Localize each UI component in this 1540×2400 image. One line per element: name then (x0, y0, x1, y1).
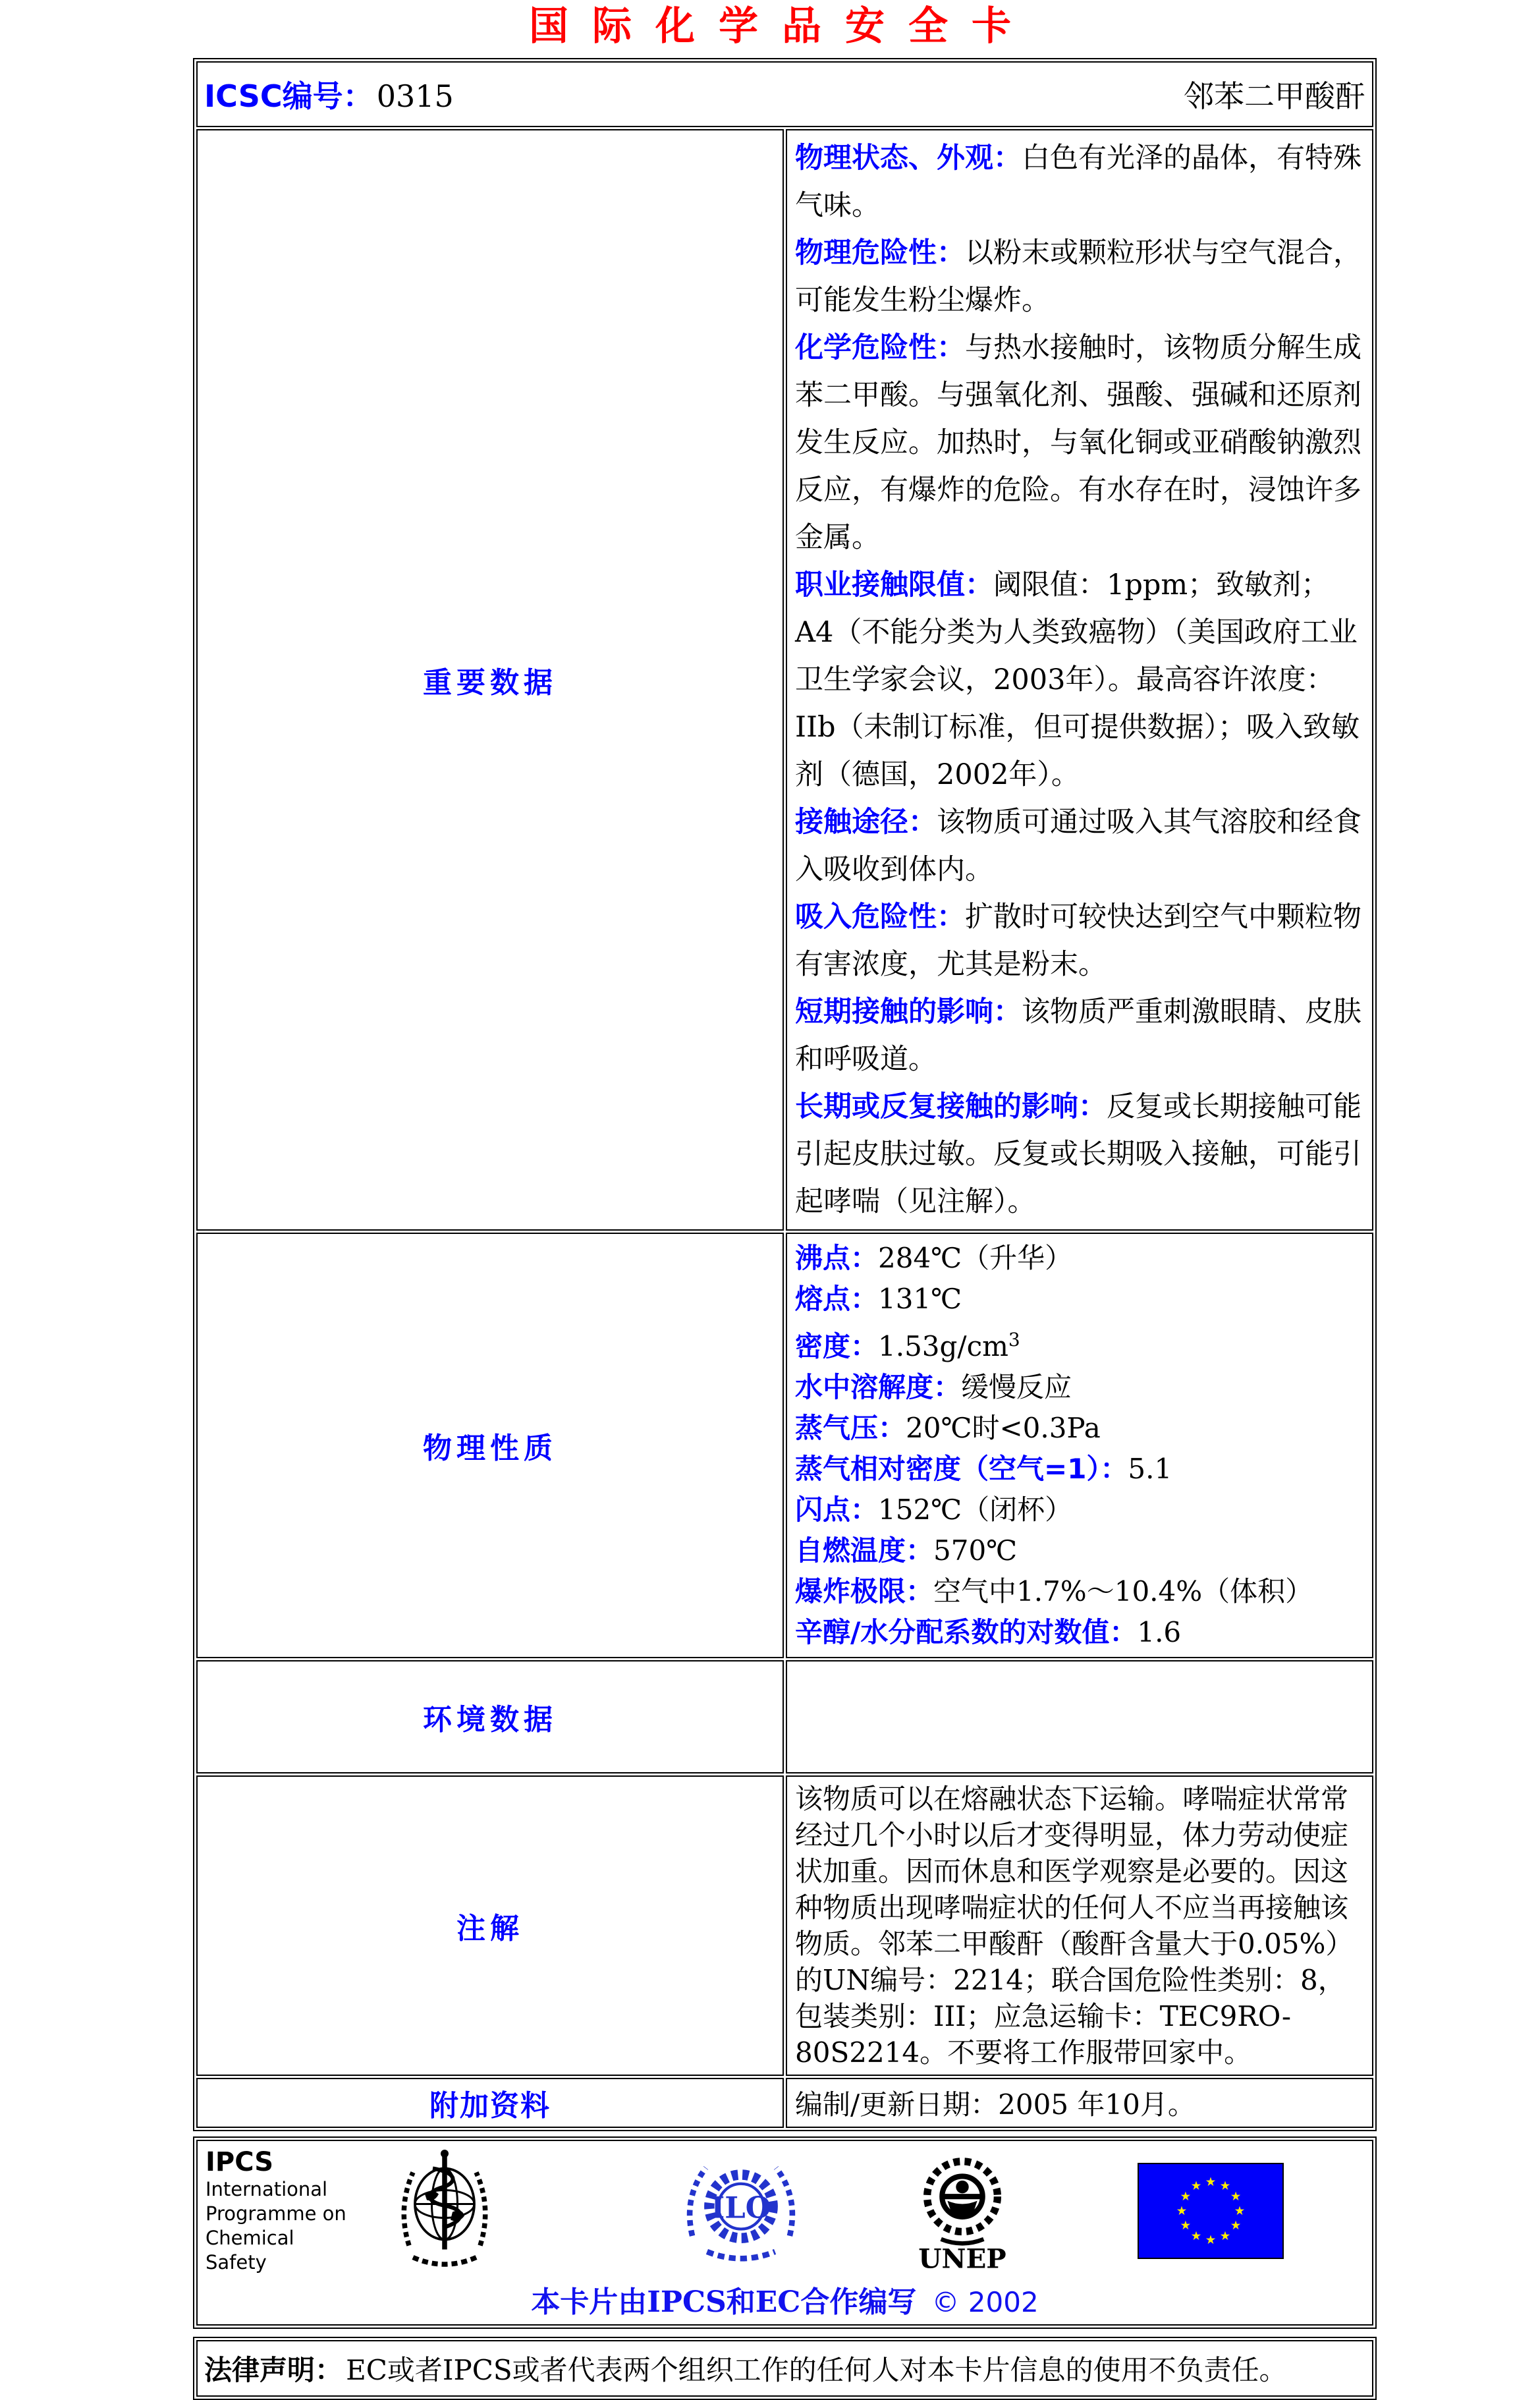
entry-density (795, 1320, 1364, 1367)
entry-label: 水中溶解度： (795, 1371, 962, 1403)
entry-melting-point (795, 1279, 1364, 1320)
entry-label: 自燃温度： (795, 1534, 934, 1567)
entry-text: 白色有光泽的晶体，有特殊气味。 (795, 142, 1361, 222)
legal-notice-label: 法律声明： (204, 2354, 343, 2386)
ipcs-subtitle-line: International (206, 2178, 328, 2200)
notes-row (196, 1775, 1373, 2076)
entry-label: 辛醇/水分配系数的对数值： (795, 1616, 1138, 1648)
cooperation-caption-text: 本卡片由IPCS和EC合作编写 (531, 2285, 917, 2319)
entry-text: 以粉末或颗粒形状与空气混合，可能发生粉尘爆炸。 (795, 237, 1361, 317)
entry-label: 物理危险性： (795, 237, 965, 269)
entry-text: 反复或长期接触可能引起皮肤过敏。反复或长期吸入接触，可能引起哮喘（见注解）。 (795, 1090, 1361, 1218)
icsc-number-value: 0315 (376, 78, 454, 114)
entry-label: 密度： (795, 1330, 879, 1362)
logos-cell (196, 2140, 1373, 2326)
who-logo (395, 2145, 494, 2277)
entry-text: 152℃（闭杯） (878, 1493, 1073, 1526)
entry-text: 1.6 (1137, 1616, 1182, 1648)
entry-long-term-effects (795, 1083, 1364, 1225)
additional-info-text: 编制/更新日期：2005 年10月。 (795, 2088, 1196, 2121)
entry-text: 该物质可通过吸入其气溶胶和经食入吸收到体内。 (795, 806, 1361, 886)
page-title: 国际化学品安全卡 (529, 3, 1035, 49)
legal-row (196, 2340, 1373, 2397)
entry-short-term-effects (795, 988, 1364, 1083)
entry-occupational-limits (795, 561, 1364, 798)
ilo-logo-text: ILO (711, 2190, 771, 2225)
icsc-number (204, 72, 454, 116)
entry-label: 长期或反复接触的影响： (795, 1090, 1107, 1123)
entry-superscript: 3 (1008, 1329, 1020, 1351)
ilo-logo (678, 2154, 804, 2268)
card-header-cell (196, 61, 1373, 127)
entry-label: 爆炸极限： (795, 1575, 934, 1607)
ipcs-subtitle-line: Chemical Safety (206, 2227, 294, 2274)
entry-text: 131℃ (878, 1283, 962, 1315)
entry-flash-point (795, 1490, 1364, 1530)
entry-text: 284℃（升华） (878, 1242, 1073, 1274)
icsc-card-table (193, 58, 1377, 2131)
legal-cell (196, 2340, 1373, 2397)
section-label-important-data: 重要数据 (196, 129, 784, 1231)
entry-text: 缓慢反应 (961, 1371, 1072, 1403)
icsc-number-label: ICSC编号： (204, 78, 373, 114)
entry-vapor-pressure (795, 1408, 1364, 1449)
important-data-content (786, 129, 1373, 1231)
environmental-data-content (786, 1660, 1373, 1773)
entry-autoignition-temperature (795, 1530, 1364, 1571)
entry-chemical-hazard (795, 324, 1364, 561)
card-header-row (196, 61, 1373, 127)
entry-label: 蒸气相对密度（空气=1）： (795, 1453, 1128, 1485)
ipcs-text-block (206, 2147, 357, 2275)
environmental-data-row (196, 1660, 1373, 1773)
entry-water-solubility (795, 1367, 1364, 1408)
entry-label: 蒸气压： (795, 1412, 906, 1444)
entry-vapor-relative-density (795, 1449, 1364, 1490)
entry-text: 20℃时<0.3Pa (906, 1412, 1101, 1444)
entry-label: 化学危险性： (795, 331, 965, 364)
entry-text: 该物质严重刺激眼睛、皮肤和呼吸道。 (795, 995, 1361, 1076)
additional-info-row (196, 2078, 1373, 2128)
physical-properties-row (196, 1233, 1373, 1658)
entry-octanol-water-partition (795, 1612, 1364, 1653)
entry-boiling-point (795, 1238, 1364, 1279)
entry-text: 空气中1.7%～10.4%（体积） (933, 1575, 1313, 1607)
entry-label: 吸入危险性： (795, 901, 965, 934)
entry-text: 与热水接触时，该物质分解生成苯二甲酸。与强氧化剂、强酸、强碱和还原剂发生反应。加热时，与氧化铜或亚硝酸钠激烈反应，有爆炸的危险。有水存在时，浸蚀许多金属。 (795, 331, 1361, 554)
entry-inhalation-risk (795, 893, 1364, 988)
notes-content (786, 1775, 1373, 2076)
entry-exposure-routes (795, 798, 1364, 893)
legal-section (193, 2337, 1377, 2400)
entry-label: 短期接触的影响： (795, 995, 1022, 1028)
cooperation-caption (206, 2278, 1364, 2320)
eu-flag (1138, 2163, 1284, 2259)
entry-physical-state (795, 134, 1364, 229)
section-label-environmental-data: 环境数据 (196, 1660, 784, 1773)
unep-logo-text: UNEP (918, 2243, 1006, 2272)
entry-text: 5.1 (1128, 1453, 1172, 1485)
logos-section (193, 2136, 1377, 2329)
section-label-notes: 注解 (196, 1775, 784, 2076)
entry-text: 570℃ (933, 1534, 1018, 1567)
entry-label: 物理状态、外观： (795, 142, 1022, 175)
entry-text: 阈限值：1ppm；致敏剂；A4（不能分类为人类致癌物）（美国政府工业卫生学家会议，2003年）。最高容许浓度：IIb（未制订标准，但可提供数据）；吸入致敏剂（德国，2002年）。 (795, 569, 1360, 791)
entry-text: 1.53g/cm (878, 1330, 1008, 1362)
ipcs-title: IPCS (206, 2147, 274, 2177)
entry-label: 沸点： (795, 1242, 879, 1274)
entry-explosive-limits (795, 1571, 1364, 1612)
entry-label: 闪点： (795, 1493, 879, 1526)
entry-label: 接触途径： (795, 806, 937, 839)
entry-label: 熔点： (795, 1283, 879, 1315)
logos-row (196, 2140, 1373, 2326)
physical-properties-content (786, 1233, 1373, 1658)
logo-strip (206, 2145, 1364, 2277)
entry-physical-hazard (795, 229, 1364, 324)
entry-text: 扩散时可较快达到空气中颗粒物有害浓度，尤其是粉末。 (795, 901, 1361, 981)
entry-label: 职业接触限值： (795, 569, 993, 601)
section-label-physical-properties: 物理性质 (196, 1233, 784, 1658)
unep-logo (909, 2150, 1016, 2272)
ipcs-subtitle-line: Programme on (206, 2202, 346, 2225)
additional-info-content (786, 2078, 1373, 2128)
chemical-name: 邻苯二甲酸酐 (1184, 78, 1365, 114)
copyright-text: © 2002 (931, 2286, 1039, 2318)
notes-text: 该物质可以在熔融状态下运输。哮喘症状常常经过几个小时以后才变得明显，体力劳动使症状加重。因而休息和医学观察是必要的。因这种物质出现哮喘症状的任何人不应当再接触该物质。邻苯二甲酸酐（酸酐含量大于0.05%）的UN编号：2214；联合国危险性类别：8，包装类别：III；应急运输卡：TEC9RO-80S2214。不要将工作服带回家中。 (795, 1783, 1354, 2069)
legal-notice-text: EC或者IPCS或者代表两个组织工作的任何人对本卡片信息的使用不负责任。 (346, 2354, 1287, 2386)
important-data-row (196, 129, 1373, 1231)
section-label-additional-info: 附加资料 (196, 2078, 784, 2128)
